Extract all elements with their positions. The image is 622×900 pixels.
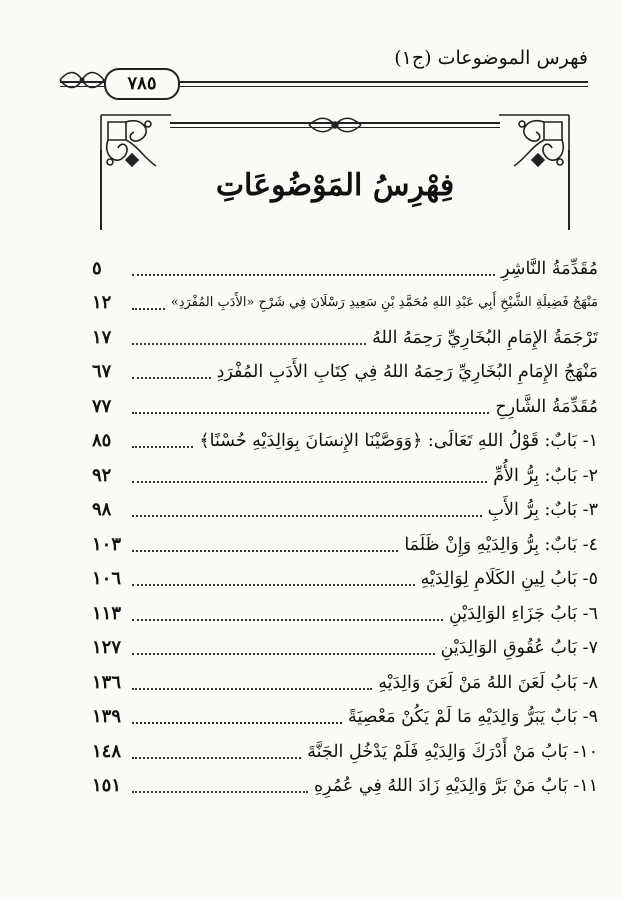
toc-entry-title: تَرْجَمَةُ الإِمَامِ البُخَارِيِّ رَحِمَهُ اللهُ	[372, 327, 598, 348]
dot-leader	[132, 584, 415, 586]
toc-entry-page: ١٠٦	[92, 568, 122, 589]
toc-entry[interactable]	[92, 285, 598, 320]
dot-leader	[132, 619, 443, 621]
toc-entry-page: ١١٣	[92, 602, 122, 624]
dot-leader	[132, 722, 342, 724]
toc-entry-page: ١٢	[92, 292, 112, 313]
toc-entry-page: ٩٢	[92, 464, 112, 486]
toc-entry[interactable]	[92, 457, 598, 492]
toc-entry-page: ١٣٦	[92, 671, 122, 693]
toc-entry-page: ٦٧	[92, 361, 112, 382]
toc-entry-page: ٧٧	[92, 395, 112, 417]
toc-entry[interactable]	[92, 664, 598, 699]
dot-leader	[132, 550, 398, 552]
dot-leader	[132, 343, 366, 345]
toc-entry-title: ٧- بَابُ عُقُوقِ الوَالِدَيْنِ	[440, 638, 598, 658]
toc-entry[interactable]	[92, 768, 598, 803]
dot-leader	[132, 377, 211, 379]
toc-entry[interactable]	[92, 250, 598, 285]
toc-entry[interactable]	[92, 630, 598, 665]
title-frame	[96, 110, 574, 230]
toc-entry-title: ٣- بَابٌ: بِرُّ الأَبِ	[487, 500, 598, 520]
dot-leader	[132, 446, 193, 448]
toc-entry-title: ٦- بَابُ جَزَاءِ الوَالِدَيْنِ	[448, 603, 598, 624]
toc-entry-page: ٨٥	[92, 430, 112, 451]
toc-entry-page: ١٥١	[92, 775, 122, 796]
dot-leader	[132, 308, 165, 310]
toc-entry-title: مَنْهَجُ الإِمَامِ البُخَارِيِّ رَحِمَهُ اللهُ فِي كِتَابِ الأَدَبِ المُفْرَدِ	[216, 362, 598, 382]
toc-entry[interactable]	[92, 699, 598, 734]
dot-leader	[132, 515, 482, 517]
toc-entry-title: مَنْهَجُ فَضِيلَةِ الشَّيْخِ أَبِي عَبْدِ اللهِ مُحَمَّدِ بْنِ سَعِيدِ رَسْلَانَ فِي شَرْحِ «الأَدَبِ المُفْرَدِ»	[170, 295, 598, 310]
toc-entry-page: ٥	[92, 257, 102, 279]
dot-leader	[132, 412, 489, 414]
toc-entry-title: ٩- بَابٌ يَبَرُّ وَالِدَيْهِ مَا لَمْ يَكُنْ مَعْصِيَةً	[347, 707, 598, 727]
dot-leader	[132, 653, 435, 655]
dot-leader	[132, 481, 487, 483]
toc-entry-title: مُقَدِّمَةُ الشَّارِحِ	[495, 396, 598, 417]
toc-entry[interactable]	[92, 733, 598, 768]
header-ornament-icon	[58, 68, 106, 92]
toc-entry[interactable]	[92, 492, 598, 527]
toc-entry-title: ٤- بَابٌ: بِرُّ وَالِدَيْهِ وَإِنْ ظَلَمَا	[404, 534, 598, 555]
toc-entry-page: ١٤٨	[92, 740, 122, 762]
toc-entry-title: مُقَدِّمَةُ النَّاشِرِ	[501, 258, 598, 279]
toc-entry-page: ١٠٣	[92, 533, 122, 555]
toc-entry[interactable]	[92, 423, 598, 458]
toc-entry[interactable]	[92, 526, 598, 561]
running-header	[60, 38, 588, 94]
toc-entry[interactable]	[92, 595, 598, 630]
toc-entry[interactable]	[92, 319, 598, 354]
toc-entry[interactable]	[92, 561, 598, 596]
toc-entry-page: ٩٨	[92, 499, 112, 520]
page-title: فِهْرِسُ المَوْضُوعَاتِ	[215, 168, 455, 203]
toc-entry-title: ٥- بَابُ لِينِ الكَلَامِ لِوَالِدَيْهِ	[420, 569, 598, 589]
toc-entry[interactable]	[92, 354, 598, 389]
toc-entry-title: ١- بَابٌ: قَوْلُ اللهِ تَعَالَى: ﴿وَوَصَّيْنَا الإِنسَانَ بِوَالِدَيْهِ حُسْنًا﴾	[199, 431, 598, 451]
toc-entry-title: ١٠- بَابُ مَنْ أَدْرَكَ وَالِدَيْهِ فَلَمْ يَدْخُلِ الجَنَّةَ	[307, 741, 598, 762]
toc-entry-title: ٢- بَابٌ: بِرُّ الأُمِّ	[493, 465, 598, 486]
toc-entry-page: ١٧	[92, 326, 112, 348]
table-of-contents	[92, 250, 598, 802]
dot-leader	[132, 757, 301, 759]
toc-entry[interactable]	[92, 388, 598, 423]
dot-leader	[132, 791, 308, 793]
toc-entry-page: ١٣٩	[92, 706, 122, 727]
top-center-ornament-icon	[305, 114, 365, 136]
toc-entry-title: ١١- بَابُ مَنْ بَرَّ وَالِدَيْهِ زَادَ اللهُ فِي عُمُرِهِ	[313, 776, 598, 796]
toc-entry-page: ١٢٧	[92, 637, 122, 658]
running-title: فهرس الموضوعات (ج١)	[394, 47, 588, 69]
dot-leader	[132, 274, 495, 276]
page-number: ٧٨٥	[104, 68, 180, 100]
toc-entry-title: ٨- بَابُ لَعَنَ اللهُ مَنْ لَعَنَ وَالِدَيْهِ	[378, 672, 598, 693]
dot-leader	[132, 688, 372, 690]
